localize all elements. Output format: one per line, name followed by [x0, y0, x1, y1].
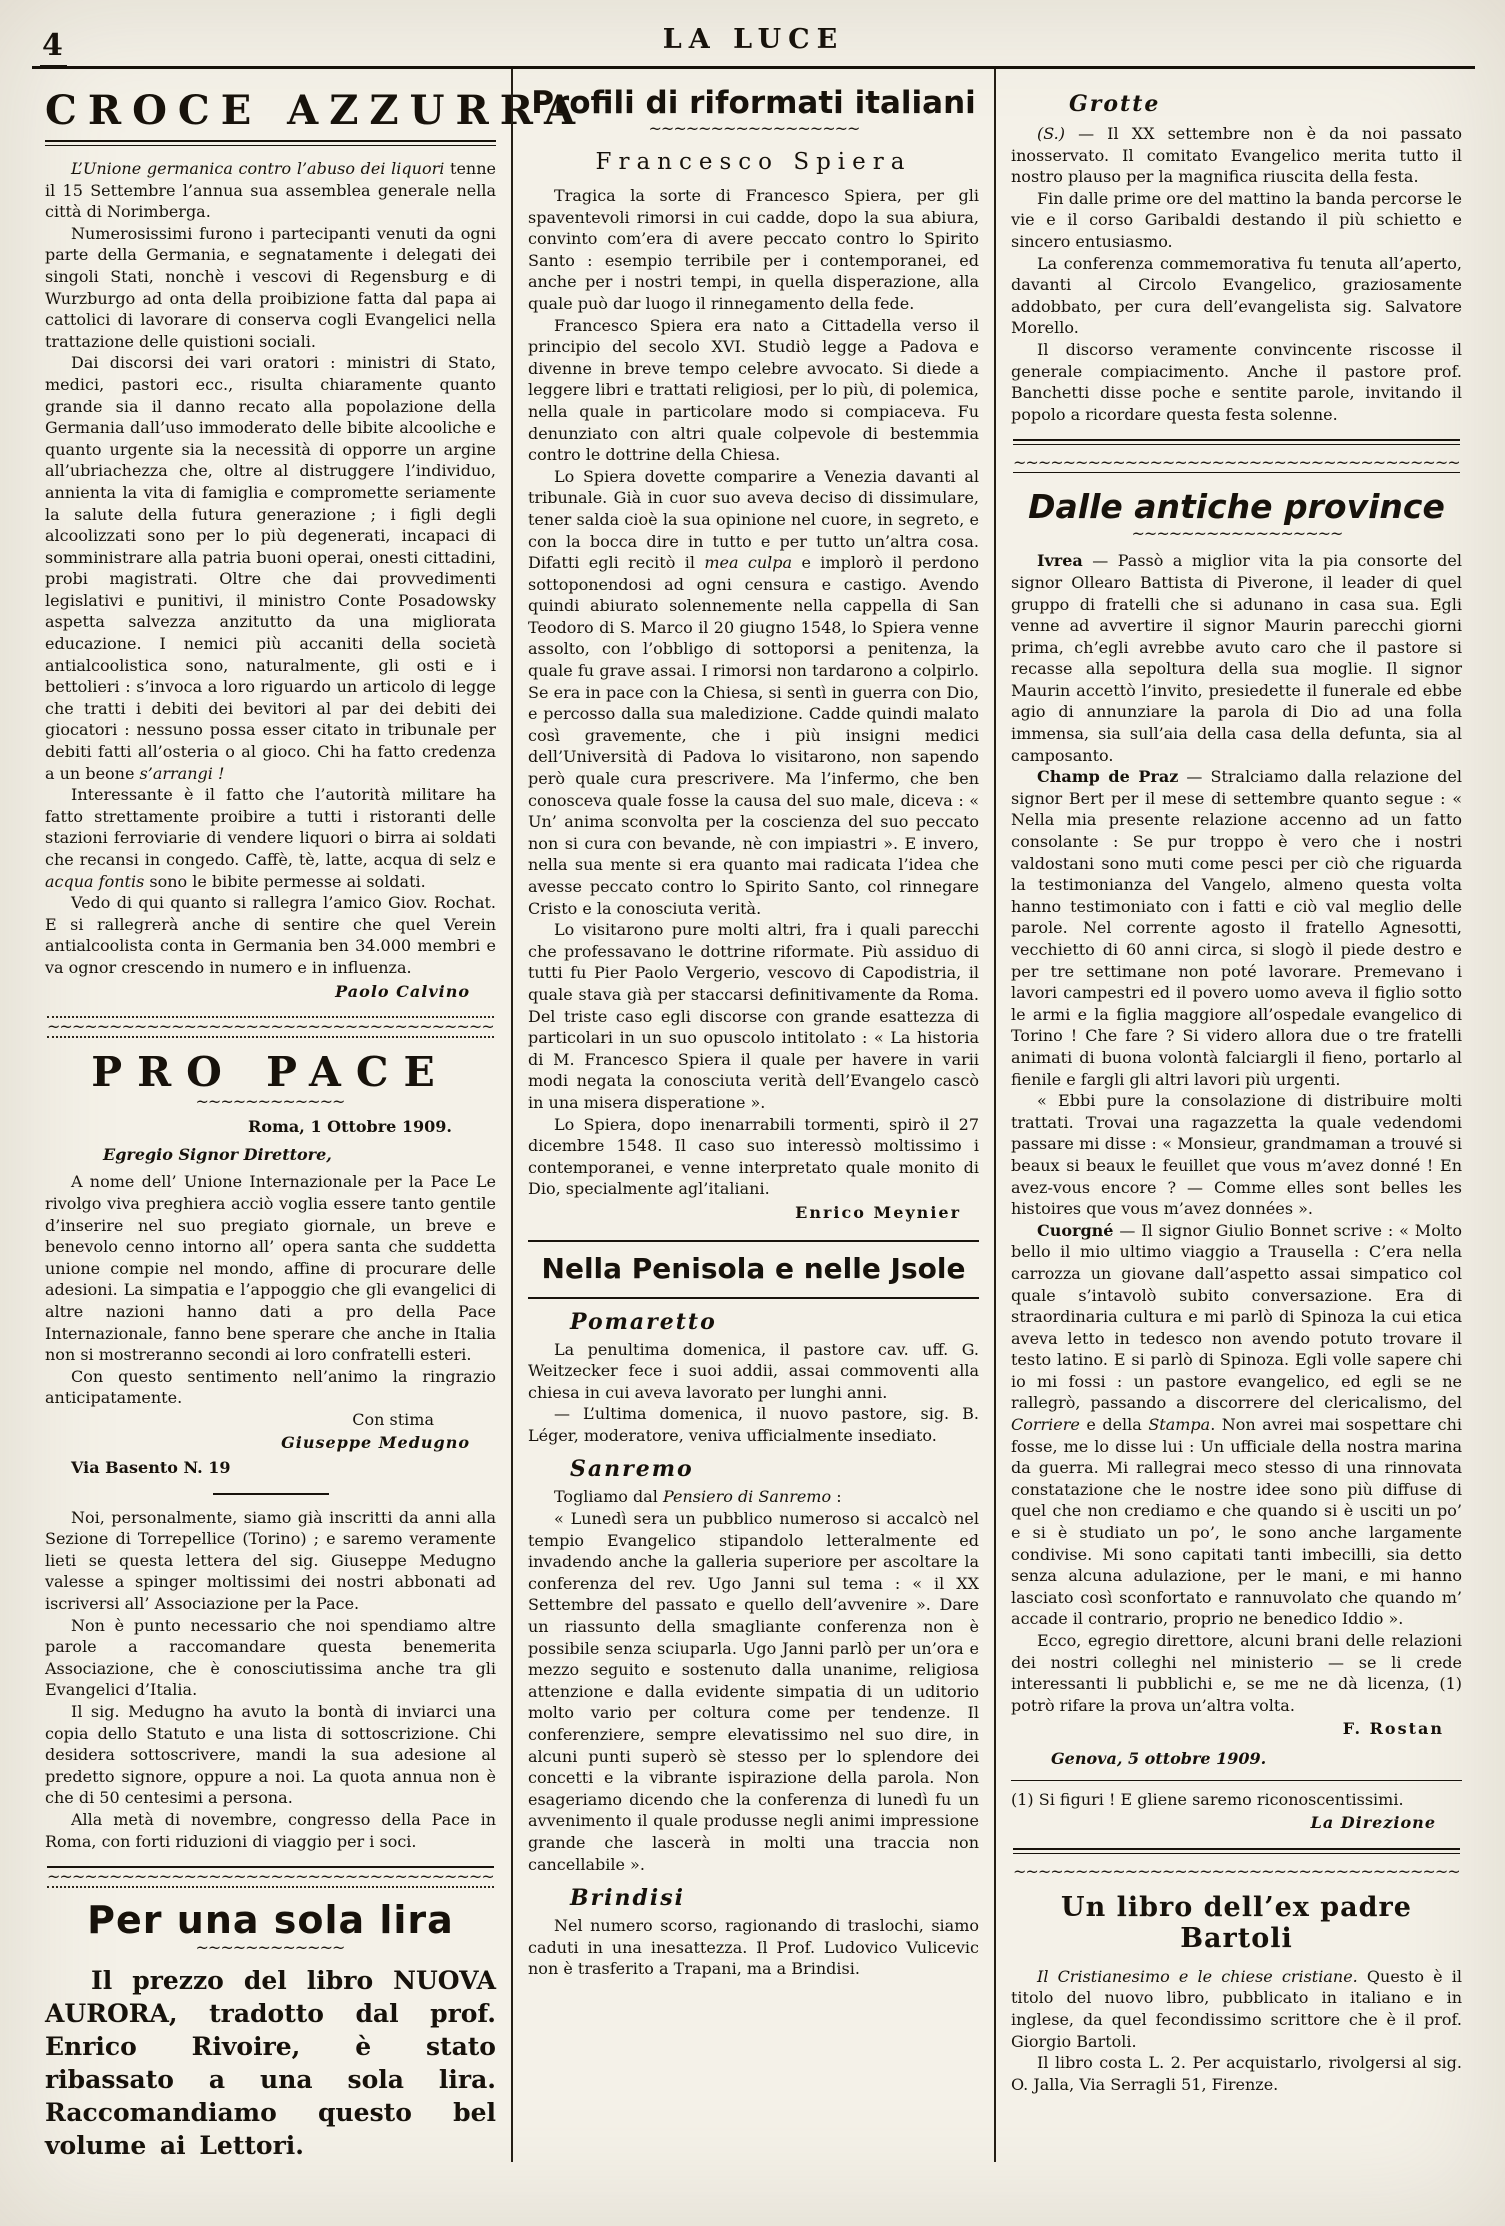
paragraph: Il discorso veramente convincente riscosse il generale compiacimento. Anche il pastore prof. Banchetti disse poche e sentite parole, invitando il popolo a ricordare questa festa solenne.	[1011, 339, 1462, 424]
paragraph: Ecco, egregio direttore, alcuni brani delle relazioni dei nostri colleghi nel ministerio — se li crede interessanti li pubblichi e, se me ne dà licenza, (1) potrò rifare la prova un’altra volta.	[1011, 1631, 1462, 1715]
article-body-profili	[528, 185, 979, 1224]
subhead-pomaretto: Pomaretto	[570, 1308, 717, 1335]
paragraph: Il libro costa L. 2. Per acquistarlo, rivolgersi al sig. O. Jalla, Via Serragli 51, Firenze.	[1011, 2053, 1462, 2094]
paragraph: Egregio Signor Direttore,	[103, 1144, 332, 1164]
section-body-brindisi	[528, 1915, 979, 1980]
paragraph: Vedo di qui quanto si rallegra l’amico Giov. Rochat. E si rallegrerà anche di sentire che quel Verein antialcoolista conta in Germania ben 34.000 membri e va ognor crescendo in numero e in influenza.	[45, 893, 496, 977]
paragraph: Ivrea — Passò a miglior vita la pia consorte del signor Ollearo Battista di Piverone, il leader di quel gruppo di fratelli che si adunano in casa sua. Egli venne ad avvertire il signor Maurin parecchi giorni prima, ch’egli avrebbe avuto caro che il pastore si recasse alla sepoltura della sua moglie. Il signor Maurin accettò l’invito, presiedette il funerale ed ebbe agio di annunziare la parola di Dio ad una folla immensa, sia sull’aia della casa della defunta, sia al camposanto.	[1011, 551, 1462, 765]
paragraph: Il Cristianesimo e le chiese cristiane. Questo è il titolo del nuovo libro, pubblicato in italiano e in inglese, da quel fecondissimo scrittore che è il prof. Giorgio Bartoli.	[1011, 1966, 1463, 2051]
spacer	[1011, 540, 1462, 550]
section-body-sanremo	[528, 1486, 979, 1875]
section-title-nella-penisola: Nella Penisola e nelle Jsole	[528, 1240, 979, 1299]
paragraph: Francesco Spiera era nato a Cittadella verso il principio del secolo XVI. Studiò legge a Padova e divenne in breve tempo celebre avvocato. Si diede a leggere libri e trattati religiosi, per lo più, di polemica, nella quale in particolare modo si compiaceva. Fu denunziato con altri quale colpevole di bestemmia contro le dottrine della Chiesa.	[528, 315, 979, 465]
wavy-rule	[47, 1871, 494, 1883]
double-rule	[1013, 439, 1460, 445]
paragraph: Enrico Meynier	[795, 1202, 961, 1222]
article-title-profili: Profili di riformati italiani	[531, 85, 976, 121]
article-profili-riformati	[528, 85, 979, 1224]
paragraph: Genova, 5 ottobre 1909.	[1051, 1748, 1267, 1768]
paragraph: Lo visitarono pure molti altri, fra i quali parecchi che professavano le dottrine riformate. Più assiduo di tutti fu Pier Paolo Vergerio, vescovo di Capodistria, il quale stava già per staccarsi definitivamente da Roma. Del triste caso egli discorse con grande esattezza di particolari in un suo opuscolo intitolato : « La historia di M. Francesco Spiera il quale per havere in varii modi negata la conosciuta verità dell’Evangelo cascò in una misera disperatione ».	[528, 920, 979, 1112]
paragraph: Noi, personalmente, siamo già inscritti da anni alla Sezione di Torrepellice (Torino) ; e saremo veramente lieti se questa lettera del sig. Giuseppe Medugno valesse a spinger moltissimi dei nostri abbonati ad iscriversi all’ Associazione per la Pace.	[45, 1507, 496, 1614]
article-body-pro-pace	[45, 1116, 496, 1479]
section-body-grotte	[1011, 123, 1462, 425]
section-divider	[1013, 1848, 1460, 1878]
wavy-rule	[1013, 1866, 1460, 1878]
paragraph: Tragica la sorte di Francesco Spiera, per gli spaventevoli rimorsi in cui cadde, dopo la sua abiura, convinto com’era di avere peccato contro lo Spirito Santo : esempio terribile per i contemporanei, ed anche per i nostri tempi, in quella disperazione, alla quale può dar luogo il rinnegamento della fede.	[528, 186, 979, 313]
paragraph: L’Unione germanica contro l’abuso dei liquori tenne il 15 Settembre l’annua sua assemblea generale nella città di Norimberga.	[45, 159, 497, 222]
paragraph: La conferenza commemorativa fu tenuta all’aperto, davanti al Circolo Evangelico, graziosamente addobbato, per cura dell’evangelista sig. Salvatore Morello.	[1011, 253, 1462, 338]
dotted-rule	[47, 1036, 494, 1038]
paragraph: Non è punto necessario che noi spendiamo altre parole a raccomandare questa benemerita Associazione, che è conosciutissima anche tra gli Evangelici d’Italia.	[45, 1615, 496, 1700]
article-nella-penisola	[528, 1240, 979, 1980]
thin-rule	[1013, 472, 1460, 473]
article-body-pro-pace-2	[45, 1507, 496, 1853]
section-divider	[1013, 439, 1460, 473]
section-divider	[47, 1016, 494, 1038]
article-per-una-sola-lira	[45, 1898, 496, 2162]
wavy-rule	[47, 1021, 494, 1033]
subhead-sanremo: Sanremo	[570, 1456, 694, 1483]
paragraph: Champ de Praz — Stralciamo dalla relazione del signor Bert per il mese di settembre quanto segue : « Nella mia presente relazione accenno ad un fatto consolante : Se pur troppo è vero che i nostri valdostani sono muti come pesci per ciò che riguarda la testimonianza del Vangelo, almeno questa volta hanno testimoniato con i fatti e ciò val meglio delle parole. Nel corrente agosto il fratello Agnesotti, vecchietto di 60 anni circa, si slogò il piede destro e per tre settimane non poté lavorare. Premevano i lavori campestri ed il povero uomo aveva il figlio sotto le armi e la figlia maggiore all’ospedale evangelico di Torino ! Che fare ? Si videro allora due o tre fratelli animati di buona volontà falciargli il fieno, portarlo al fienile e fargli gli altri lavori più urgenti.	[1011, 767, 1462, 1089]
article-pro-pace	[45, 1048, 496, 1852]
article-body-lira	[45, 1964, 496, 2162]
column-1	[30, 69, 587, 2162]
article-title-province: Dalle antiche province	[1028, 487, 1445, 527]
subhead-brindisi: Brindisi	[570, 1885, 686, 1912]
wavy-rule	[1013, 457, 1460, 469]
paragraph: Dai discorsi dei vari oratori : ministri di Stato, medici, pastori ecc., risulta chiaramente quanto grande sia il danno recato alla popolazione della Germania dall’uso immoderato delle bibite alcooliche e quanto urgente sia la necessità di opporre un argine all’ubriachezza che, oltre al distruggere l’individuo, annienta la vita di famiglia e compromette seriamente la salute della futura generazione ; i figli degli alcoolizzati sono per lo più degenerati, incapaci di somministrare alla patria buoni operai, onesti cittadini, probi magistrati. Oltre che dai provvedimenti legislativi e punitivi, il ministro Conte Posadowsky aspetta salvezza anzitutto da una migliorata educazione. I nemici più accaniti della società antialcoolistica sono, naturalmente, gli osti e i bettolieri : s’invoca a loro riguardo un articolo di legge che tratti i debiti dei bevitori al par dei debiti dei giocatori : nessuno possa esser citato in tribunale per debiti fatti all’osteria o al gioco. Chi ha fatto credenza a un beone s’arrangi !	[45, 353, 496, 783]
masthead-title: LA LUCE	[662, 24, 845, 55]
title-rule	[45, 140, 496, 146]
article-body-province	[1011, 550, 1462, 1769]
paragraph: Cuorgné — Il signor Giulio Bonnet scrive : « Molto bello il mio ultimo viaggio a Trausella : C’era nella carrozza un giovane dall’aspetto assai simpatico col quale s’intavolò subito conversazione. Era di straordinaria cultura e mi parlò di Spinoza la cui etica aveva letto in tedesco non avendo potuto trovare il testo latino. E si parlò di Spinoza. Egli volle sapere chi io mi fossi : un pastore evangelico, ed egli se ne rallegrò, passando a discorrere del clericalismo, del Corriere e della Stampa. Non avrei mai sospettare chi fosse, me lo disse lui : Un ufficiale della nostra marina da guerra. Mi rallegrai meco stesso di una rinnovata constatazione che le nostre idee sono più diffuse di quel che non crediamo e che quando si è usciti un po’ e si è studiato un po’, le sono anche largamente condivise. Mi sono capitati tanti imbecilli, sia detto senza alcuna adulazione, per le mani, e mi hanno lasciato così sconfortato e rannuvolato che quando m’ accade il contrario, proprio ne benedico Iddio ».	[1011, 1220, 1462, 1629]
article-title-bartoli: Un libro dell’ex padre Bartoli	[1061, 1891, 1412, 1954]
paragraph: Con questo sentimento nell’animo la ringrazio anticipatamente.	[45, 1366, 496, 1408]
paragraph: Nel numero scorso, ragionando di traslochi, siamo caduti in una inesattezza. Il Prof. Ludovico Vulicevic non è trasferito a Trapani, ma a Brindisi.	[528, 1916, 979, 1979]
page-columns	[30, 69, 1477, 2162]
page-header	[30, 14, 1477, 66]
footnote-block	[1011, 1789, 1462, 1834]
article-title-croce-azzurra: CROCE AZZURRA	[45, 87, 587, 134]
subhead-grotte: Grotte	[1069, 91, 1161, 117]
paragraph: Il sig. Medugno ha avuto la bontà di inviarci una copia dello Statuto e una lista di sottoscrizione. Chi desidera sottoscrivere, mandi la sua adesione al predetto signore, oppure a noi. La quota annua non è che di 50 centesimi a persona.	[45, 1702, 496, 1808]
article-subtitle-francesco-spiera: Francesco Spiera	[595, 149, 912, 175]
paragraph: Numerosissimi furono i partecipanti venuti da ogni parte della Germania, e segnatamente i delegati dei singoli Stati, nonchè i vescovi di Regensburg e di Wurzburgo ad onta della proibizione fatta dal papa ai cattolici di lavorare di conserva cogli Evangelici nella trattazione delle quistioni sociali.	[45, 223, 496, 351]
paragraph: Fin dalle prime ore del mattino la banda percorse le vie e il corso Garibaldi destando il più schietto e sincero entusiasmo.	[1011, 188, 1462, 251]
paragraph: — L’ultima domenica, il nuovo pastore, sig. B. Léger, moderatore, veniva ufficialmente insediato.	[528, 1404, 979, 1445]
paragraph: Lo Spiera, dopo inenarrabili tormenti, spirò il 27 dicembre 1548. Il caso suo interessò moltissimo i contemporanei, e venne interpretato quale monito di Dio, specialmente agl’italiani.	[528, 1114, 979, 1199]
wavy-underline	[196, 1942, 346, 1954]
section-divider	[47, 1866, 494, 1888]
paragraph: (S.) — Il XX settembre non è da noi passato inosservato. Il comitato Evangelico merita tutto il nostro plauso per la magnifica riuscita della festa.	[1011, 124, 1462, 187]
paragraph: La penultima domenica, il pastore cav. uff. G. Weitzecker fece i suoi addii, assai commoventi alla chiesa in cui aveva lavorato per lunghi anni.	[528, 1339, 979, 1402]
paragraph: Via Basento N. 19	[71, 1458, 231, 1478]
paragraph: Roma, 1 Ottobre 1909.	[248, 1117, 452, 1137]
paragraph: Con stima	[352, 1409, 434, 1429]
short-rule	[213, 1493, 329, 1495]
article-body-bartoli	[1011, 1966, 1462, 2096]
article-body-croce	[45, 158, 496, 1002]
article-dalle-antiche-province	[1011, 487, 1462, 1833]
article-grotte	[1011, 77, 1462, 425]
footnote-rule	[1011, 1780, 1462, 1781]
paragraph: (1) Si figuri ! E gliene saremo riconoscentissimi.	[1011, 1789, 1404, 1809]
spacer	[1011, 77, 1462, 83]
paragraph: « Ebbi pure la consolazione di distribuire molti trattati. Trovai una ragazzetta la quale vedendomi passare mi disse : « Monsieur, grandmaman a trouvé si beaux si beaux le feuillet que vous m’avez donné ! En avez-vous encore ? — Comme elles sont belles les histoires que vous m’avez données ».	[1011, 1091, 1462, 1219]
solid-rule	[47, 1866, 494, 1868]
wavy-underline	[649, 123, 859, 135]
paragraph: Giuseppe Medugno	[281, 1433, 470, 1453]
double-rule	[1013, 1848, 1460, 1854]
paragraph: La Direzione	[1310, 1813, 1436, 1833]
wavy-underline	[1132, 528, 1342, 540]
article-title-pro-pace: PRO PACE	[91, 1048, 450, 1097]
section-body-pomaretto	[528, 1339, 979, 1447]
column-3	[994, 69, 1477, 2162]
dotted-rule	[47, 1886, 494, 1888]
paragraph: A nome dell’ Unione Internazionale per la Pace Le rivolgo viva preghiera acciò voglia essere tanto gentile d’inserire nel suo pregiato giornale, un breve e benevolo cenno intorno all’ opera santa che suddetta unione compie nel mondo, affine di procurare delle adesioni. La simpatia e l’appoggio che gli evangelici di altre nazioni hanno dati a pro della Pace Internazionale, fanno bene sperare che anche in Italia non si mostreranno secondi ai loro confratelli esteri.	[45, 1172, 496, 1365]
article-title-per-una-sola-lira: Per una sola lira	[87, 1898, 454, 1943]
wavy-underline	[196, 1096, 346, 1108]
article-croce-azzurra	[45, 87, 587, 1002]
paragraph: Togliamo dal Pensiero di Sanremo :	[554, 1487, 842, 1507]
paragraph: « Lunedì sera un pubblico numeroso si accalcò nel tempio Evangelico stipandolo letteralmente ed invadendo anche la galleria superiore per ascoltare la conferenza del rev. Ugo Janni sul tema : « il XX Settembre del passato e quello dell’avvenire ». Dare un riassunto della smagliante conferenza non è possibile senza sciuparla. Ugo Janni parlò per un’ora e mezzo seguito e sostenuto dalla unanime, religiosa attenzione e dalla evidente simpatia di un uditorio molto vario per coltura come per tendenze. Il conferenziere, sempre elevatissimo nel suo dire, in alcuni punti superò sè stesso per lo splendore dei concetti e la vibrante ispirazione della parola. Non esageriamo dicendo che la conferenza di lunedì fu un avvenimento il quale produsse negli animi impressione grande che lascerà in molti una traccia non cancellabile ».	[528, 1509, 979, 1874]
paragraph: Paolo Calvino	[335, 981, 470, 1001]
article-libro-bartoli	[1011, 1892, 1462, 2096]
paragraph: Lo Spiera dovette comparire a Venezia davanti al tribunale. Già in cuor suo aveva deciso di dissimulare, tener salda cioè la sua opinione nel cuore, in segreto, e con la bocca dire in tutto e per tutto un’altra cosa. Difatti egli recitò il mea culpa e implorò il perdono sottoponendosi ad ogni censura e castigo. Avendo quindi abiurato solennemente nella cappella di San Teodoro di S. Marco il 20 giugno 1548, lo Spiera venne assolto, con l’obbligo di sottoporsi a penitenza, la quale fu grave assai. I rimorsi non tardarono a colpirlo. Se era in pace con la Chiesa, si sentì in guerra con Dio, e percosso dalla sua maledizione. Cadde quindi malato così gravemente, che i più insigni medici dell’Università di Padova lo visitarono, non sapendo però quale cura prescrivere. Ma l’infermo, che ben conosceva quale fosse la causa del suo male, diceva : « Un’ anima sconvolta per la coscienza del suo peccato non si cura con bevande, nè con impiastri ». E invero, nella sua mente si era quanto mai radicata l’idea che avesse peccato contro lo Spirito Santo, col rinnegare Cristo e la conosciuta verità.	[528, 466, 980, 918]
page-number: 4	[40, 28, 67, 67]
paragraph: Alla metà di novembre, congresso della Pace in Roma, con forti riduzioni di viaggio per i soci.	[45, 1809, 496, 1851]
dotted-rule	[47, 1016, 494, 1018]
paragraph: Interessante è il fatto che l’autorità militare ha fatto strettamente proibire a tutti i ristoranti delle stazioni ferroviarie di vendere liquori o birra ai soldati che recansi in congedo. Caffè, tè, latte, acqua di selz e acqua fontis sono le bibite permesse ai soldati.	[45, 785, 496, 891]
column-2	[511, 69, 994, 2162]
paragraph: Il prezzo del libro NUOVA AURORA, tradotto dal prof. Enrico Rivoire, è stato ribassato a una sola lira. Raccomandiamo questo bel volume ai Lettori.	[45, 1966, 496, 2161]
paragraph: F. Rostan	[1342, 1719, 1444, 1739]
